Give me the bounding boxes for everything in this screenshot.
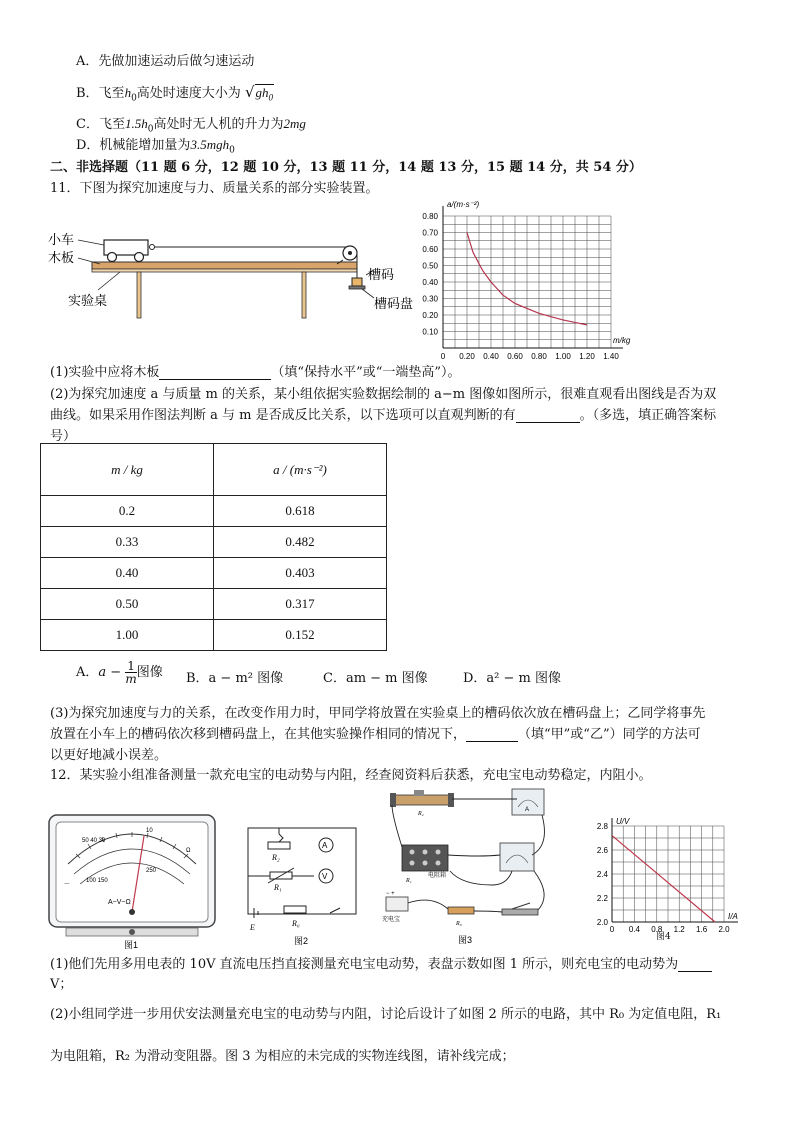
svg-text:〜: 〜	[64, 882, 71, 888]
svg-text:− +: − +	[386, 891, 395, 897]
fig2-voltmeter: V	[322, 872, 328, 881]
y-tick-label: 0.80	[422, 212, 438, 221]
table-header: a / (m·s⁻²)	[214, 444, 387, 496]
fig3-caption: 图3	[458, 935, 473, 945]
q12-p1-line1: (1)他们先用多用电表的 10V 直流电压挡直接测量充电宝电动势，表盘示数如图 1 所示，则充电宝的电动势为	[50, 953, 712, 972]
y-tick-label: 2.2	[596, 894, 608, 903]
table-row: 0.40 0.403	[41, 558, 387, 589]
q12-stem: 12．某实验小组准备测量一款充电宝的电动势与内阻，经查阅资料后获悉，充电宝电动势稳定，内阻小。	[50, 768, 652, 783]
y-tick-label: 0.70	[422, 228, 438, 238]
u-i-line	[612, 836, 715, 922]
y-tick-label: 2.8	[596, 822, 608, 831]
q12-p2-line1: (2)小组同学进一步用伏安法测量充电宝的电动势与内阻，讨论后设计了如图 2 所示的电路，其中 R₀ 为定值电阻，R₁	[50, 1007, 722, 1022]
x-tick-label: 0.20	[459, 352, 475, 361]
u-i-chart	[588, 814, 758, 946]
x-tick-label: 1.20	[579, 352, 595, 361]
fig2-r0: R₀	[292, 919, 300, 928]
y-tick-label: 0.60	[422, 245, 438, 254]
option-c: C．飞至$1.5h_0$高处时无人机的升力为2mg	[76, 116, 306, 135]
fig2-caption: 图2	[294, 936, 309, 946]
table-row: 0.50 0.317	[41, 589, 387, 620]
y-axis-label: a/(m·s⁻²)	[447, 200, 480, 209]
svg-text:A: A	[525, 807, 530, 813]
choice-a: A．a − $\frac{1}{m}$ 图像	[76, 659, 163, 686]
q12-p2-line2: 为电阻箱，R₂ 为滑动变阻器。图 3 为相应的未完成的实物连线图，请补线完成；	[50, 1049, 515, 1064]
x-axis-label: I/A	[728, 912, 738, 921]
x-tick-label: 0.4	[628, 925, 640, 934]
fig3-box-label: 电阻箱	[428, 873, 447, 879]
x-tick-label: 0.8	[651, 925, 663, 934]
table-row: 1.00 0.152	[41, 620, 387, 651]
q11-p2-line2: 曲线。如果采用作图法判断 a 与 m 是否成反比关系，以下选项可以直观判断的有 。（多选，填正确答案标	[50, 408, 717, 423]
option-d: D．机械能增加量为3.5mgh$_0$	[76, 137, 235, 156]
x-tick-label: 0.80	[531, 352, 547, 361]
fig2-e: E	[250, 923, 255, 932]
fig4-caption: 图4	[656, 932, 671, 942]
x-tick-label: 2.0	[718, 925, 730, 934]
y-tick-label: 0.20	[422, 311, 438, 320]
y-tick-label: 0.30	[422, 294, 438, 304]
svg-text:10: 10	[146, 828, 153, 834]
label-pan: 槽码盘	[374, 296, 414, 311]
svg-text:100 150: 100 150	[86, 878, 108, 884]
fig3-bank-label: 充电宝	[382, 917, 401, 923]
q11-data-table	[40, 443, 387, 651]
fig2-r2: R₂	[272, 853, 280, 862]
q11-p2-line1: (2)为探究加速度 a 与质量 m 的关系，某小组依据实验数据绘制的 a−m 图像如图所示，很难直观看出图线是否为双	[50, 387, 717, 402]
fig2-ammeter: A	[322, 841, 328, 850]
svg-text:250: 250	[146, 868, 157, 874]
option-a: A．先做加速运动后做匀速运动	[76, 54, 255, 69]
label-weight: 槽码	[368, 267, 395, 282]
fig3-r1: R₁	[406, 878, 412, 884]
y-tick-label: 2.0	[596, 918, 608, 927]
a-m-chart	[395, 196, 631, 361]
x-tick-label: 1.00	[555, 352, 571, 361]
fig2-circuit	[240, 820, 365, 948]
x-tick-label: 1.2	[673, 925, 685, 934]
y-axis-label: U/V	[616, 817, 630, 826]
fig1-multimeter	[46, 812, 218, 950]
svg-text:50 40 30: 50 40 30	[82, 838, 106, 844]
fig3-wiring	[372, 785, 572, 950]
label-table: 实验桌	[68, 293, 108, 308]
section-header: 二、非选择题（11 题 6 分，12 题 10 分，13 题 11 分，14 题 13 分，15 题 14 分，共 54 分）	[50, 160, 642, 175]
q11-stem: 11．下图为探究加速度与力、质量关系的部分实验装置。	[50, 181, 379, 196]
fig2-r1: R₁	[274, 883, 282, 892]
table-row: 0.2 0.618	[41, 496, 387, 527]
fig1-caption: 图1	[124, 940, 139, 950]
x-tick-label: 0	[609, 925, 615, 934]
q12-p1-line2: V；	[50, 977, 73, 992]
q11-p1: (1)实验中应将木板 （填“保持水平”或“一端垫高”）。	[50, 365, 461, 380]
table-row: 0.33 0.482	[41, 527, 387, 558]
fig3-r0: R₀	[456, 921, 462, 927]
label-car: 小车	[48, 232, 75, 247]
x-tick-label: 1.40	[603, 352, 619, 361]
choice-c: C．am − m 图像	[323, 671, 428, 686]
label-board: 木板	[48, 250, 75, 265]
table-header: m / kg	[41, 444, 214, 496]
y-tick-label: 2.6	[596, 846, 608, 855]
fig3-r2: R₂	[418, 811, 424, 817]
q11-apparatus-figure	[40, 220, 430, 330]
x-tick-label: 0	[440, 352, 446, 361]
svg-text:Ω: Ω	[186, 848, 191, 854]
y-tick-label: 2.4	[596, 870, 608, 879]
x-tick-label: 0.60	[507, 352, 523, 361]
q11-p2-line3: 号）	[50, 429, 77, 444]
q11-p3-line3: 以更好地减小误差。	[50, 748, 168, 763]
option-b: B．飞至$h_0$高处时速度大小为 $√gh_0$	[76, 83, 274, 104]
choice-b: B．a − m² 图像	[186, 671, 284, 686]
x-tick-label: 1.6	[696, 925, 708, 934]
q11-p3-line2: 放置在小车上的槽码依次移到槽码盘上，在其他实验操作相同的情况下， （填“甲”或“乙”）同学的方法可	[50, 727, 701, 742]
choice-d: D．a² − m 图像	[463, 671, 562, 686]
x-tick-label: 0.40	[483, 352, 499, 361]
q11-p3-line1: (3)为探究加速度与力的关系，在改变作用力时，甲同学将放置在实验桌上的槽码依次放在槽码盘上；乙同学将事先	[50, 706, 706, 721]
fig1-label: A−V−Ω	[108, 899, 131, 906]
y-tick-label: 0.10	[422, 327, 438, 337]
y-tick-label: 0.40	[422, 278, 438, 287]
x-axis-label: m/kg	[613, 336, 631, 345]
y-tick-label: 0.50	[422, 261, 438, 271]
